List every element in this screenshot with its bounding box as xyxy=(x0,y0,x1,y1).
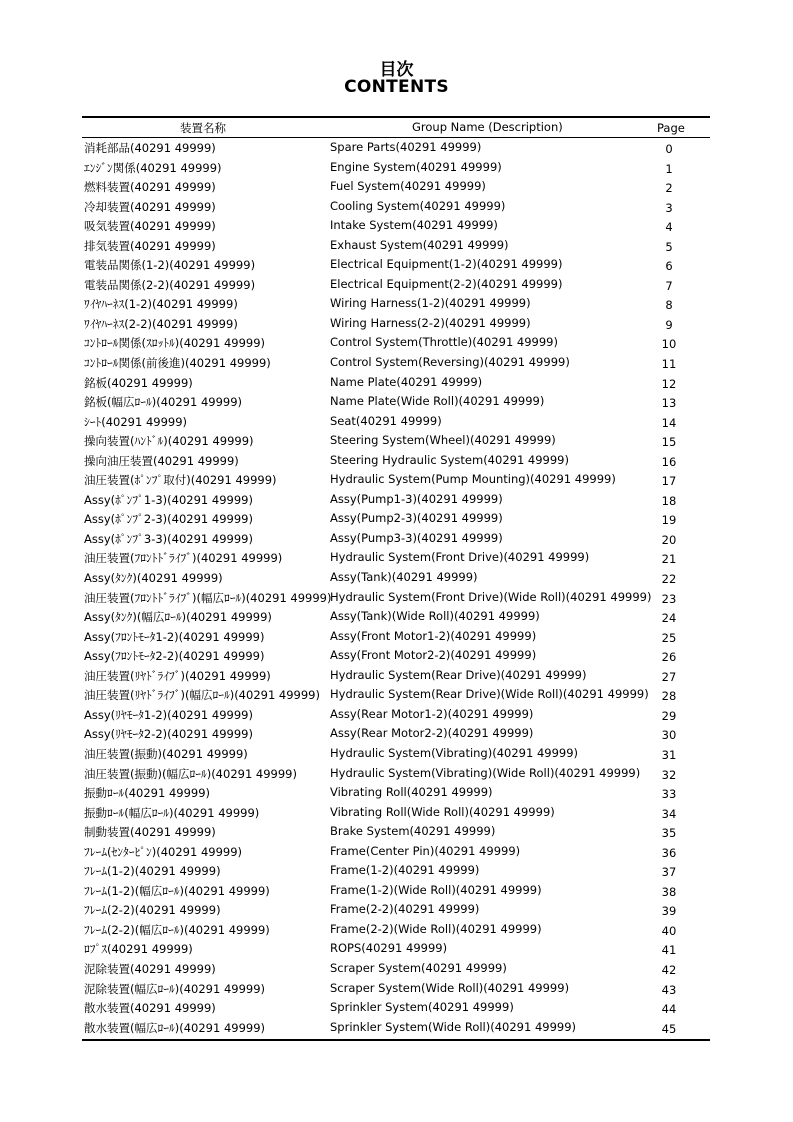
entry-page-number: 37 xyxy=(661,865,677,880)
entry-page-number: 42 xyxy=(661,962,677,977)
entry-en-name: Assy(Pump1-3)(40291 49999) xyxy=(330,491,503,506)
entry-ja-name: 冷却装置(40291 49999) xyxy=(84,199,216,214)
entry-ja-name: 排気装置(40291 49999) xyxy=(84,238,216,253)
entry-page-number: 22 xyxy=(661,572,677,587)
entry-ja-name: ﾜｲﾔﾊｰﾈｽ(2-2)(40291 49999) xyxy=(84,316,238,331)
header-col-en: Group Name (Description) xyxy=(412,120,563,134)
table-row[interactable] xyxy=(82,412,710,432)
table-row[interactable] xyxy=(82,275,710,295)
entry-en-name: Assy(Rear Motor2-2)(40291 49999) xyxy=(330,726,534,741)
entry-page-number: 11 xyxy=(661,357,677,372)
entry-ja-name: Assy(ﾘﾔﾓｰﾀ1-2)(40291 49999) xyxy=(84,707,253,722)
entry-en-name: Sprinkler System(Wide Roll)(40291 49999) xyxy=(330,1019,577,1034)
table-row[interactable] xyxy=(82,236,710,256)
table-row[interactable] xyxy=(82,881,710,901)
entry-page-number: 39 xyxy=(661,904,677,919)
table-row[interactable] xyxy=(82,197,710,217)
table-row[interactable] xyxy=(82,333,710,353)
entry-page-number: 30 xyxy=(661,728,677,743)
entry-page-number: 38 xyxy=(661,884,677,899)
table-row[interactable] xyxy=(82,431,710,451)
table-row[interactable] xyxy=(82,920,710,940)
entry-en-name: Name Plate(Wide Roll)(40291 49999) xyxy=(330,394,545,409)
entry-ja-name: 振動ﾛｰﾙ(40291 49999) xyxy=(84,786,211,801)
entry-en-name: Frame(Center Pin)(40291 49999) xyxy=(330,843,521,858)
entry-page-number: 17 xyxy=(661,474,677,489)
entry-en-name: Hydraulic System(Rear Drive)(Wide Roll)(40291 49999) xyxy=(330,687,649,702)
entry-page-number: 8 xyxy=(665,298,673,313)
table-row[interactable] xyxy=(82,255,710,275)
table-body xyxy=(82,138,710,1037)
entry-ja-name: Assy(ﾀﾝｸ)(40291 49999) xyxy=(84,571,223,586)
entry-ja-name: Assy(ﾎﾟﾝﾌﾟ1-3)(40291 49999) xyxy=(84,492,253,507)
entry-ja-name: 油圧装置(ﾌﾛﾝﾄﾄﾞﾗｲﾌﾞ)(幅広ﾛｰﾙ)(40291 49999) xyxy=(84,590,332,605)
entry-en-name: Assy(Front Motor1-2)(40291 49999) xyxy=(330,628,537,643)
header-col-page: Page xyxy=(657,121,685,135)
entry-en-name: Frame(2-2)(40291 49999) xyxy=(330,902,480,917)
table-row[interactable] xyxy=(82,138,710,158)
entry-page-number: 31 xyxy=(661,747,677,762)
entry-en-name: Spare Parts(40291 49999) xyxy=(330,140,482,154)
entry-ja-name: 散水装置(幅広ﾛｰﾙ)(40291 49999) xyxy=(84,1020,266,1035)
table-row[interactable] xyxy=(82,724,710,744)
entry-page-number: 5 xyxy=(665,239,673,254)
entry-en-name: Scraper System(40291 49999) xyxy=(330,960,507,975)
entry-ja-name: ｴﾝｼﾞﾝ関係(40291 49999) xyxy=(84,160,222,175)
entry-ja-name: 油圧装置(振動)(40291 49999) xyxy=(84,746,248,761)
table-row[interactable] xyxy=(82,979,710,999)
entry-page-number: 19 xyxy=(661,513,677,528)
entry-page-number: 0 xyxy=(665,142,673,156)
entry-page-number: 27 xyxy=(661,669,677,684)
entry-ja-name: Assy(ﾌﾛﾝﾄﾓｰﾀ1-2)(40291 49999) xyxy=(84,629,265,644)
entry-en-name: Seat(40291 49999) xyxy=(330,413,442,428)
table-row[interactable] xyxy=(82,588,710,608)
entry-ja-name: 制動装置(40291 49999) xyxy=(84,825,216,840)
table-row[interactable] xyxy=(82,764,710,784)
table-row[interactable] xyxy=(82,939,710,959)
entry-ja-name: Assy(ﾀﾝｸ)(幅広ﾛｰﾙ)(40291 49999) xyxy=(84,610,272,625)
entry-en-name: Assy(Tank)(40291 49999) xyxy=(330,570,478,585)
page-title-ja: 目次 xyxy=(379,60,414,80)
entry-en-name: Vibrating Roll(40291 49999) xyxy=(330,785,493,800)
entry-ja-name: 油圧装置(ﾎﾟﾝﾌﾟ取付)(40291 49999) xyxy=(84,473,277,488)
entry-en-name: ROPS(40291 49999) xyxy=(330,941,448,956)
entry-ja-name: 消耗部品(40291 49999) xyxy=(84,141,216,155)
table-row[interactable] xyxy=(82,822,710,842)
entry-page-number: 35 xyxy=(661,826,677,841)
entry-page-number: 4 xyxy=(665,220,673,235)
table-row[interactable] xyxy=(82,548,710,568)
table-row[interactable] xyxy=(82,998,710,1018)
entry-en-name: Hydraulic System(Vibrating)(Wide Roll)(40291 49999) xyxy=(330,765,641,780)
table-row[interactable] xyxy=(82,490,710,510)
entry-en-name: Frame(1-2)(Wide Roll)(40291 49999) xyxy=(330,882,542,897)
entry-en-name: Frame(1-2)(40291 49999) xyxy=(330,863,480,878)
table-bottom-rule xyxy=(82,1039,710,1041)
table-row[interactable] xyxy=(82,470,710,490)
table-row[interactable] xyxy=(82,568,710,588)
entry-page-number: 7 xyxy=(665,278,673,293)
entry-ja-name: ｺﾝﾄﾛｰﾙ関係(前後進)(40291 49999) xyxy=(84,356,271,371)
entry-ja-name: ｺﾝﾄﾛｰﾙ関係(ｽﾛｯﾄﾙ)(40291 49999) xyxy=(84,336,266,351)
entry-en-name: Assy(Rear Motor1-2)(40291 49999) xyxy=(330,706,534,721)
entry-en-name: Control System(Reversing)(40291 49999) xyxy=(330,355,570,370)
entry-page-number: 9 xyxy=(665,317,673,332)
entry-page-number: 41 xyxy=(661,943,677,958)
table-row[interactable] xyxy=(82,842,710,862)
entry-page-number: 45 xyxy=(661,1021,677,1036)
entry-page-number: 29 xyxy=(661,708,677,723)
entry-ja-name: Assy(ﾎﾟﾝﾌﾟ2-3)(40291 49999) xyxy=(84,512,253,527)
entry-en-name: Assy(Pump2-3)(40291 49999) xyxy=(330,511,503,526)
entry-en-name: Intake System(40291 49999) xyxy=(330,218,498,233)
table-row[interactable] xyxy=(82,392,710,412)
entry-ja-name: ｼｰﾄ(40291 49999) xyxy=(84,414,188,429)
table-row[interactable] xyxy=(82,685,710,705)
entry-en-name: Hydraulic System(Pump Mounting)(40291 49999) xyxy=(330,472,616,487)
table-row[interactable] xyxy=(82,959,710,979)
entry-ja-name: ﾌﾚｰﾑ(ｾﾝﾀｰﾋﾟﾝ)(40291 49999) xyxy=(84,844,243,859)
table-row[interactable] xyxy=(82,529,710,549)
entry-ja-name: ﾌﾚｰﾑ(1-2)(40291 49999) xyxy=(84,864,221,879)
entry-page-number: 18 xyxy=(661,493,677,508)
entry-ja-name: 銘板(40291 49999) xyxy=(84,375,193,390)
table-row[interactable] xyxy=(82,783,710,803)
entry-ja-name: 振動ﾛｰﾙ(幅広ﾛｰﾙ)(40291 49999) xyxy=(84,805,260,820)
table-row[interactable] xyxy=(82,803,710,823)
entry-ja-name: 電装品関係(1-2)(40291 49999) xyxy=(84,258,256,273)
entry-en-name: Control System(Throttle)(40291 49999) xyxy=(330,335,558,350)
entry-ja-name: 電装品関係(2-2)(40291 49999) xyxy=(84,277,256,292)
entry-ja-name: 油圧装置(振動)(幅広ﾛｰﾙ)(40291 49999) xyxy=(84,766,297,781)
entry-page-number: 32 xyxy=(661,767,677,782)
entry-en-name: Assy(Front Motor2-2)(40291 49999) xyxy=(330,648,537,663)
entry-en-name: Electrical Equipment(1-2)(40291 49999) xyxy=(330,257,563,272)
entry-ja-name: Assy(ﾘﾔﾓｰﾀ2-2)(40291 49999) xyxy=(84,727,253,742)
entry-en-name: Fuel System(40291 49999) xyxy=(330,179,486,194)
entry-page-number: 23 xyxy=(661,591,677,606)
entry-page-number: 13 xyxy=(661,396,677,411)
entry-en-name: Steering Hydraulic System(40291 49999) xyxy=(330,452,569,467)
table-row[interactable] xyxy=(82,1018,710,1038)
entry-en-name: Wiring Harness(2-2)(40291 49999) xyxy=(330,315,531,330)
table-row[interactable] xyxy=(82,509,710,529)
entry-ja-name: ﾌﾚｰﾑ(2-2)(40291 49999) xyxy=(84,903,221,918)
table-row[interactable] xyxy=(82,607,710,627)
table-row[interactable] xyxy=(82,451,710,471)
entry-en-name: Vibrating Roll(Wide Roll)(40291 49999) xyxy=(330,804,555,819)
entry-en-name: Cooling System(40291 49999) xyxy=(330,198,506,213)
table-row[interactable] xyxy=(82,861,710,881)
table-row[interactable] xyxy=(82,158,710,178)
entry-en-name: Hydraulic System(Front Drive)(40291 49999) xyxy=(330,550,590,565)
page-title-en: CONTENTS xyxy=(344,77,449,97)
entry-ja-name: 散水装置(40291 49999) xyxy=(84,1001,216,1016)
entry-page-number: 43 xyxy=(661,982,677,997)
entry-en-name: Assy(Tank)(Wide Roll)(40291 49999) xyxy=(330,609,540,624)
entry-page-number: 20 xyxy=(661,532,677,547)
entry-en-name: Hydraulic System(Rear Drive)(40291 49999) xyxy=(330,667,587,682)
table-header xyxy=(82,118,710,137)
entry-ja-name: 燃料装置(40291 49999) xyxy=(84,180,216,195)
entry-en-name: Hydraulic System(Vibrating)(40291 49999) xyxy=(330,745,579,760)
entry-en-name: Assy(Pump3-3)(40291 49999) xyxy=(330,530,503,545)
entry-page-number: 12 xyxy=(661,376,677,391)
entry-page-number: 3 xyxy=(665,200,673,215)
table-row[interactable] xyxy=(82,705,710,725)
entry-en-name: Scraper System(Wide Roll)(40291 49999) xyxy=(330,980,570,995)
entry-ja-name: 泥除装置(幅広ﾛｰﾙ)(40291 49999) xyxy=(84,981,266,996)
entry-en-name: Frame(2-2)(Wide Roll)(40291 49999) xyxy=(330,921,542,936)
table-row[interactable] xyxy=(82,216,710,236)
table-row[interactable] xyxy=(82,900,710,920)
table-row[interactable] xyxy=(82,666,710,686)
entry-page-number: 10 xyxy=(661,337,677,352)
entry-en-name: Hydraulic System(Front Drive)(Wide Roll)(40291 49999) xyxy=(330,589,652,604)
contents-table xyxy=(82,116,710,1041)
entry-page-number: 2 xyxy=(665,181,673,196)
entry-ja-name: 銘板(幅広ﾛｰﾙ)(40291 49999) xyxy=(84,395,243,410)
entry-page-number: 40 xyxy=(661,923,677,938)
entry-ja-name: ﾌﾚｰﾑ(1-2)(幅広ﾛｰﾙ)(40291 49999) xyxy=(84,883,270,898)
entry-page-number: 36 xyxy=(661,845,677,860)
entry-ja-name: ﾛﾌﾟｽ(40291 49999) xyxy=(84,942,193,957)
entry-page-number: 6 xyxy=(665,259,673,274)
entry-page-number: 34 xyxy=(661,806,677,821)
entry-en-name: Sprinkler System(40291 49999) xyxy=(330,1000,514,1015)
entry-ja-name: 吸気装置(40291 49999) xyxy=(84,219,216,234)
entry-page-number: 21 xyxy=(661,552,677,567)
entry-page-number: 33 xyxy=(661,787,677,802)
table-row[interactable] xyxy=(82,353,710,373)
entry-ja-name: Assy(ﾎﾟﾝﾌﾟ3-3)(40291 49999) xyxy=(84,531,253,546)
entry-ja-name: 油圧装置(ﾘﾔﾄﾞﾗｲﾌﾞ)(40291 49999) xyxy=(84,668,271,683)
entry-page-number: 28 xyxy=(661,689,677,704)
entry-page-number: 26 xyxy=(661,650,677,665)
entry-en-name: Steering System(Wheel)(40291 49999) xyxy=(330,433,556,448)
entry-page-number: 1 xyxy=(665,161,673,176)
entry-ja-name: 油圧装置(ﾌﾛﾝﾄﾄﾞﾗｲﾌﾞ)(40291 49999) xyxy=(84,551,283,566)
entry-page-number: 44 xyxy=(661,1002,677,1017)
entry-page-number: 24 xyxy=(661,611,677,626)
table-row[interactable] xyxy=(82,646,710,666)
entry-page-number: 14 xyxy=(661,415,677,430)
entry-ja-name: 泥除装置(40291 49999) xyxy=(84,961,216,976)
entry-en-name: Electrical Equipment(2-2)(40291 49999) xyxy=(330,276,563,291)
header-col-ja: 装置名称 xyxy=(180,121,226,135)
table-row[interactable] xyxy=(82,744,710,764)
entry-ja-name: ﾌﾚｰﾑ(2-2)(幅広ﾛｰﾙ)(40291 49999) xyxy=(84,922,270,937)
table-row[interactable] xyxy=(82,177,710,197)
entry-en-name: Engine System(40291 49999) xyxy=(330,159,502,174)
table-row[interactable] xyxy=(82,627,710,647)
entry-ja-name: ﾜｲﾔﾊｰﾈｽ(1-2)(40291 49999) xyxy=(84,297,238,312)
entry-en-name: Exhaust System(40291 49999) xyxy=(330,237,509,252)
entry-ja-name: Assy(ﾌﾛﾝﾄﾓｰﾀ2-2)(40291 49999) xyxy=(84,649,265,664)
table-row[interactable] xyxy=(82,314,710,334)
entry-page-number: 25 xyxy=(661,630,677,645)
entry-ja-name: 操向装置(ﾊﾝﾄﾞﾙ)(40291 49999) xyxy=(84,434,254,449)
entry-ja-name: 油圧装置(ﾘﾔﾄﾞﾗｲﾌﾞ)(幅広ﾛｰﾙ)(40291 49999) xyxy=(84,688,320,703)
entry-en-name: Brake System(40291 49999) xyxy=(330,824,496,839)
entry-en-name: Name Plate(40291 49999) xyxy=(330,374,483,389)
entry-en-name: Wiring Harness(1-2)(40291 49999) xyxy=(330,296,531,311)
entry-ja-name: 操向油圧装置(40291 49999) xyxy=(84,453,239,468)
table-row[interactable] xyxy=(82,294,710,314)
table-row[interactable] xyxy=(82,373,710,393)
entry-page-number: 15 xyxy=(661,435,677,450)
entry-page-number: 16 xyxy=(661,454,677,469)
